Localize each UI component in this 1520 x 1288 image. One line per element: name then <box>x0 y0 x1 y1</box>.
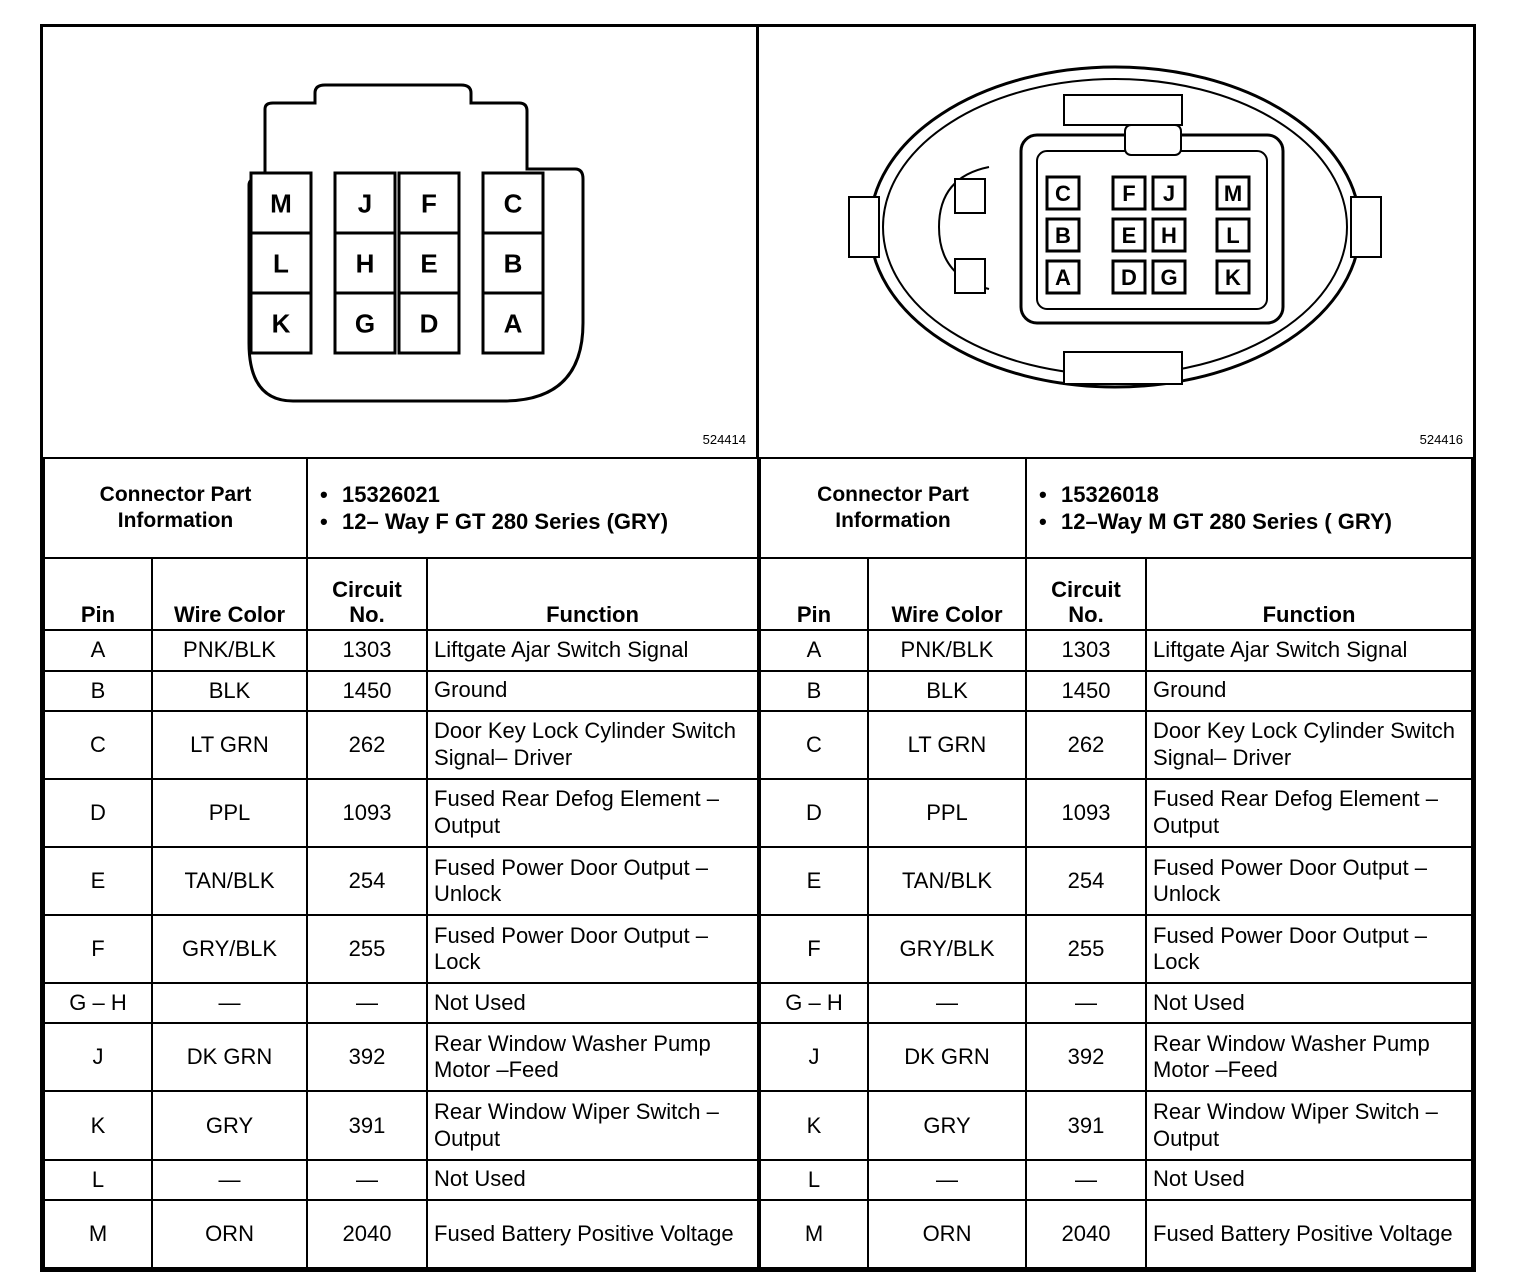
pin-label: A <box>503 308 523 339</box>
connector-part-list-cell <box>1026 458 1472 558</box>
part-number: • 15326021 <box>318 481 751 509</box>
table-row <box>44 915 758 983</box>
pin-label: L <box>273 248 289 279</box>
wire-color-cell: BLK <box>868 671 1026 711</box>
pin-terminal-grid <box>1047 177 1249 293</box>
pin-cavity <box>251 173 311 233</box>
pin-label: H <box>355 248 375 279</box>
table-row <box>44 779 758 847</box>
function-cell: Fused Power Door Output – Lock <box>1146 915 1472 983</box>
function-cell: Fused Power Door Output – Unlock <box>1146 847 1472 915</box>
pin-cavity <box>1153 219 1185 251</box>
pin-cavity <box>1217 219 1249 251</box>
function-cell: Liftgate Ajar Switch Signal <box>427 630 758 670</box>
function-cell: Ground <box>1146 671 1472 711</box>
wire-color-cell: — <box>152 983 307 1023</box>
pin-cell: K <box>760 1091 868 1159</box>
header-circuit-no: Circuit No. <box>1026 558 1146 630</box>
pin-cavity <box>1047 219 1079 251</box>
pin-cavity <box>483 293 543 353</box>
table-row <box>760 1160 1472 1200</box>
circuit-no-cell: 255 <box>307 915 427 983</box>
function-cell: Fused Rear Defog Element – Output <box>427 779 758 847</box>
pin-label: D <box>1121 264 1137 290</box>
connector-part-list-cell <box>307 458 758 558</box>
pin-label: D <box>419 308 439 339</box>
table-header-row <box>760 558 1472 630</box>
pin-label: G <box>354 308 376 339</box>
function-cell: Not Used <box>427 1160 758 1200</box>
header-pin: Pin <box>44 558 152 630</box>
circuit-no-cell: 2040 <box>307 1200 427 1268</box>
circuit-no-cell: 2040 <box>1026 1200 1146 1268</box>
connector-info-label: Connector Part Information <box>760 458 1026 558</box>
pin-cavity <box>251 293 311 353</box>
circuit-no-cell: 262 <box>1026 711 1146 779</box>
right-connector-panel <box>759 27 1473 457</box>
function-cell: Door Key Lock Cylinder Switch Signal– Driver <box>1146 711 1472 779</box>
pin-label: K <box>271 308 291 339</box>
function-cell: Fused Power Door Output – Lock <box>427 915 758 983</box>
pin-cell: L <box>44 1160 152 1200</box>
pin-cell: B <box>760 671 868 711</box>
header-wire-color: Wire Color <box>868 558 1026 630</box>
right-locking-tab <box>1351 197 1381 257</box>
pin-cavity-grid <box>251 173 543 353</box>
wire-color-cell: PNK/BLK <box>152 630 307 670</box>
circuit-no-cell: — <box>307 983 427 1023</box>
circuit-no-cell: 1093 <box>1026 779 1146 847</box>
wire-color-cell: GRY <box>868 1091 1026 1159</box>
table-row <box>44 671 758 711</box>
header-wire-color: Wire Color <box>152 558 307 630</box>
function-cell: Rear Window Wiper Switch – Output <box>1146 1091 1472 1159</box>
connector-sheet <box>40 24 1476 1272</box>
part-number: • 15326018 <box>1037 481 1465 509</box>
wire-color-cell: — <box>152 1160 307 1200</box>
header-function: Function <box>427 558 758 630</box>
part-list <box>1033 481 1465 536</box>
pin-label: B <box>1055 222 1071 248</box>
table-row <box>760 711 1472 779</box>
pin-label: K <box>1225 264 1241 290</box>
wire-color-cell: PPL <box>152 779 307 847</box>
function-cell: Rear Window Washer Pump Motor –Feed <box>1146 1023 1472 1091</box>
cpa-clip-lower <box>955 259 985 293</box>
wire-color-cell: TAN/BLK <box>152 847 307 915</box>
circuit-no-cell: 254 <box>1026 847 1146 915</box>
wire-color-cell: LT GRN <box>152 711 307 779</box>
pin-cavity <box>335 233 395 293</box>
pin-label: F <box>421 188 437 219</box>
wire-color-cell: ORN <box>152 1200 307 1268</box>
table-row <box>44 1023 758 1091</box>
function-cell: Not Used <box>1146 983 1472 1023</box>
pin-label: E <box>1121 222 1137 248</box>
pin-label: M <box>270 188 292 219</box>
pin-cavity <box>1217 177 1249 209</box>
table-row <box>44 847 758 915</box>
function-cell: Fused Battery Positive Voltage <box>427 1200 758 1268</box>
pin-cell: A <box>760 630 868 670</box>
connector-info-label: Connector Part Information <box>44 458 307 558</box>
function-cell: Fused Rear Defog Element – Output <box>1146 779 1472 847</box>
pin-cell: D <box>760 779 868 847</box>
pin-cell: E <box>44 847 152 915</box>
pin-cavity <box>399 233 459 293</box>
circuit-no-cell: 391 <box>307 1091 427 1159</box>
header-function: Function <box>1146 558 1472 630</box>
left-pin-rows <box>44 630 758 1268</box>
table-row <box>760 779 1472 847</box>
pin-cavity <box>251 233 311 293</box>
circuit-no-cell: — <box>307 1160 427 1200</box>
pin-cavity <box>1153 177 1185 209</box>
pin-label: B <box>503 248 523 279</box>
figure-number: 524414 <box>702 432 746 447</box>
part-description: • 12–Way M GT 280 Series ( GRY) <box>1037 508 1465 536</box>
connector-info-row <box>44 458 758 558</box>
table-row <box>760 847 1472 915</box>
pin-cell: M <box>760 1200 868 1268</box>
pin-cell: G – H <box>44 983 152 1023</box>
header-circuit-no: Circuit No. <box>307 558 427 630</box>
pin-cavity <box>1047 177 1079 209</box>
pin-cell: A <box>44 630 152 670</box>
pin-cell: J <box>44 1023 152 1091</box>
wire-color-cell: PPL <box>868 779 1026 847</box>
function-cell: Not Used <box>427 983 758 1023</box>
pin-cavity <box>483 233 543 293</box>
left-pinout-table <box>43 457 759 1269</box>
function-cell: Not Used <box>1146 1160 1472 1200</box>
pin-label: F <box>1122 180 1136 206</box>
wire-color-cell: GRY <box>152 1091 307 1159</box>
right-pin-rows <box>760 630 1472 1268</box>
pin-label: H <box>1161 222 1177 248</box>
table-row <box>44 983 758 1023</box>
pin-label: C <box>1055 180 1071 206</box>
circuit-no-cell: 254 <box>307 847 427 915</box>
pin-cell: L <box>760 1160 868 1200</box>
table-row <box>760 1200 1472 1268</box>
pin-label: M <box>1223 180 1243 206</box>
function-cell: Fused Battery Positive Voltage <box>1146 1200 1472 1268</box>
table-row <box>44 711 758 779</box>
wire-color-cell: TAN/BLK <box>868 847 1026 915</box>
left-locking-tab <box>849 197 879 257</box>
circuit-no-cell: — <box>1026 983 1146 1023</box>
pin-label: C <box>503 188 523 219</box>
circuit-no-cell: 1303 <box>307 630 427 670</box>
wire-color-cell: DK GRN <box>868 1023 1026 1091</box>
circuit-no-cell: 1303 <box>1026 630 1146 670</box>
wire-color-cell: GRY/BLK <box>868 915 1026 983</box>
pin-cavity <box>1217 261 1249 293</box>
pin-cavity <box>1113 261 1145 293</box>
connector-info-row <box>760 458 1472 558</box>
pin-label: A <box>1055 264 1071 290</box>
pin-label: J <box>357 188 373 219</box>
pin-cavity <box>335 293 395 353</box>
pin-label: G <box>1160 264 1178 290</box>
cpa-clip-upper <box>955 179 985 213</box>
pin-cell: E <box>760 847 868 915</box>
table-row <box>44 1160 758 1200</box>
pin-cell: K <box>44 1091 152 1159</box>
pin-cavity <box>335 173 395 233</box>
circuit-no-cell: 391 <box>1026 1091 1146 1159</box>
function-cell: Rear Window Wiper Switch – Output <box>427 1091 758 1159</box>
bottom-key <box>1064 352 1182 384</box>
wire-color-cell: — <box>868 983 1026 1023</box>
table-row <box>760 983 1472 1023</box>
pin-label: E <box>420 248 438 279</box>
pin-cavity <box>483 173 543 233</box>
circuit-no-cell: 392 <box>1026 1023 1146 1091</box>
circuit-no-cell: 1450 <box>307 671 427 711</box>
male-connector-face-drawing <box>759 27 1473 457</box>
pin-cell: C <box>760 711 868 779</box>
header-pin: Pin <box>760 558 868 630</box>
pin-cavity <box>1153 261 1185 293</box>
wire-color-cell: LT GRN <box>868 711 1026 779</box>
wire-color-cell: ORN <box>868 1200 1026 1268</box>
pin-cell: G – H <box>760 983 868 1023</box>
wire-color-cell: GRY/BLK <box>152 915 307 983</box>
wire-color-cell: BLK <box>152 671 307 711</box>
table-row <box>44 630 758 670</box>
pin-cell: D <box>44 779 152 847</box>
function-cell: Ground <box>427 671 758 711</box>
top-latch <box>1064 95 1182 125</box>
figure-number: 524416 <box>1419 432 1463 447</box>
pin-label: L <box>1226 222 1240 248</box>
wire-color-cell: DK GRN <box>152 1023 307 1091</box>
circuit-no-cell: 392 <box>307 1023 427 1091</box>
pin-cavity <box>399 293 459 353</box>
table-row <box>760 671 1472 711</box>
table-row <box>44 1200 758 1268</box>
pin-cavity <box>399 173 459 233</box>
table-row <box>44 1091 758 1159</box>
pin-cavity <box>1113 177 1145 209</box>
part-list <box>314 481 751 536</box>
left-connector-panel <box>43 27 759 457</box>
pin-cell: F <box>760 915 868 983</box>
pin-cell: J <box>760 1023 868 1091</box>
circuit-no-cell: 255 <box>1026 915 1146 983</box>
pin-cell: F <box>44 915 152 983</box>
function-cell: Fused Power Door Output – Unlock <box>427 847 758 915</box>
table-row <box>760 630 1472 670</box>
pin-cavity <box>1113 219 1145 251</box>
pin-cell: C <box>44 711 152 779</box>
function-cell: Liftgate Ajar Switch Signal <box>1146 630 1472 670</box>
circuit-no-cell: — <box>1026 1160 1146 1200</box>
right-pinout-table <box>759 457 1473 1269</box>
pin-label: J <box>1162 180 1176 206</box>
pin-cell: B <box>44 671 152 711</box>
circuit-no-cell: 1450 <box>1026 671 1146 711</box>
table-header-row <box>44 558 758 630</box>
wire-color-cell: PNK/BLK <box>868 630 1026 670</box>
pin-cell: M <box>44 1200 152 1268</box>
function-cell: Door Key Lock Cylinder Switch Signal– Driver <box>427 711 758 779</box>
table-row <box>760 1091 1472 1159</box>
table-row <box>760 915 1472 983</box>
part-description: • 12– Way F GT 280 Series (GRY) <box>318 508 751 536</box>
female-connector-face-drawing <box>43 27 756 457</box>
circuit-no-cell: 262 <box>307 711 427 779</box>
circuit-no-cell: 1093 <box>307 779 427 847</box>
function-cell: Rear Window Washer Pump Motor –Feed <box>427 1023 758 1091</box>
table-row <box>760 1023 1472 1091</box>
pin-cavity <box>1047 261 1079 293</box>
wire-color-cell: — <box>868 1160 1026 1200</box>
terminal-block-latch <box>1125 125 1181 155</box>
